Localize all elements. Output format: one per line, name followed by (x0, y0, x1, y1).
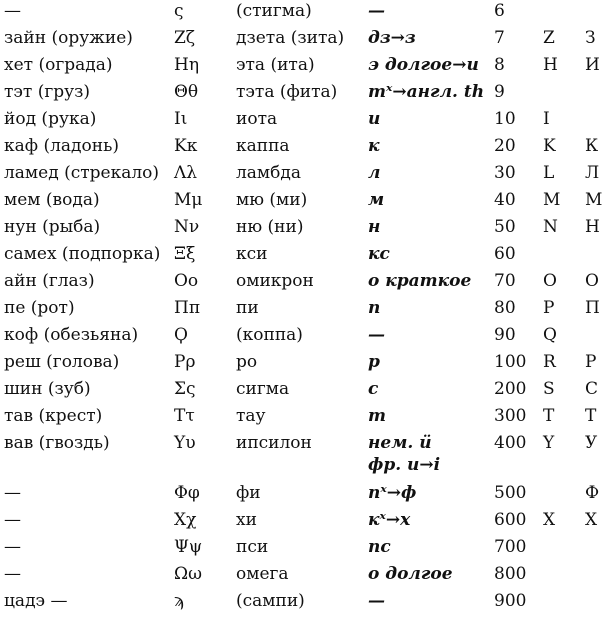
greek-letter-name: (сампи) (236, 591, 305, 611)
greek-letter-glyph: Οο (174, 271, 199, 291)
pronunciation (368, 405, 386, 427)
latin-letter: Z (543, 28, 555, 48)
pronunciation (368, 563, 453, 585)
pronunciation-line: к (368, 136, 380, 156)
greek-letter-glyph: Υυ (174, 433, 196, 453)
phoenician-letter-name: айн (глаз) (4, 271, 95, 291)
latin-letter: H (543, 55, 558, 75)
cyrillic-letter: З (585, 28, 596, 48)
greek-letter-glyph: Μμ (174, 190, 203, 210)
latin-letter: M (543, 190, 561, 210)
greek-letter-glyph: Λλ (174, 163, 198, 183)
numeric-value: 8 (494, 55, 505, 75)
greek-letter-name: омикрон (236, 271, 314, 291)
pronunciation (368, 216, 380, 238)
latin-letter: O (543, 271, 557, 291)
phoenician-letter-name: йод (рука) (4, 109, 97, 129)
pronunciation (368, 243, 390, 265)
greek-letter-name: каппа (236, 136, 290, 156)
latin-letter: I (543, 109, 550, 129)
table-row (0, 0, 602, 27)
pronunciation (368, 189, 384, 211)
pronunciation (368, 351, 380, 373)
phoenician-letter-name: цадэ — (4, 591, 68, 611)
greek-letter-glyph: Ψψ (174, 537, 203, 557)
cyrillic-letter: Т (585, 406, 597, 426)
greek-letter-name: пи (236, 298, 259, 318)
numeric-value: 800 (494, 564, 527, 584)
pronunciation (368, 27, 416, 49)
latin-letter: X (543, 510, 556, 530)
greek-letter-name: омега (236, 564, 289, 584)
phoenician-letter-name: — (4, 537, 21, 557)
greek-letter-glyph: Κκ (174, 136, 198, 156)
greek-letter-glyph: ϡ (174, 591, 184, 611)
phoenician-letter-name: — (4, 483, 21, 503)
pronunciation-line: п (368, 298, 381, 318)
greek-letter-glyph: Ιι (174, 109, 188, 129)
pronunciation-line: фр. и→i (368, 455, 441, 475)
pronunciation-line: пс (368, 537, 391, 557)
pronunciation (368, 536, 391, 558)
greek-letter-glyph: Ζζ (174, 28, 196, 48)
table-row (0, 324, 602, 351)
greek-letter-name: хи (236, 510, 257, 530)
latin-letter: Y (543, 433, 555, 453)
numeric-value: 700 (494, 537, 527, 557)
numeric-value: 20 (494, 136, 516, 156)
greek-letter-name: пси (236, 537, 269, 557)
pronunciation-line: о краткое (368, 271, 472, 291)
table-row (0, 536, 602, 563)
greek-letter-name: фи (236, 483, 261, 503)
pronunciation-line: — (368, 325, 385, 345)
table-row (0, 270, 602, 297)
greek-letter-name: тау (236, 406, 266, 426)
numeric-value: 9 (494, 82, 505, 102)
greek-letter-glyph: Ξξ (174, 244, 196, 264)
pronunciation (368, 270, 471, 292)
numeric-value: 300 (494, 406, 527, 426)
numeric-value: 100 (494, 352, 527, 372)
pronunciation (368, 108, 380, 130)
greek-letter-glyph: Σς (174, 379, 196, 399)
table-row (0, 243, 602, 270)
greek-letter-glyph: ς (174, 1, 184, 21)
pronunciation (368, 0, 385, 22)
greek-letter-glyph: Θθ (174, 82, 199, 102)
cyrillic-letter: Х (585, 510, 598, 530)
greek-letter-glyph: Ωω (174, 564, 202, 584)
pronunciation-line: — (368, 1, 385, 21)
greek-letter-name: ламбда (236, 163, 301, 183)
cyrillic-letter: Н (585, 217, 600, 237)
phoenician-letter-name: пе (рот) (4, 298, 75, 318)
table-row (0, 135, 602, 162)
numeric-value: 500 (494, 483, 527, 503)
table-row (0, 189, 602, 216)
cyrillic-letter: М (585, 190, 602, 210)
pronunciation-line: и (368, 109, 381, 129)
phoenician-letter-name: зайн (оружие) (4, 28, 133, 48)
phoenician-letter-name: шин (зуб) (4, 379, 91, 399)
latin-letter: S (543, 379, 555, 399)
pronunciation (368, 162, 380, 184)
phoenician-letter-name: хет (ограда) (4, 55, 113, 75)
latin-letter: N (543, 217, 558, 237)
numeric-value: 600 (494, 510, 527, 530)
table-row (0, 378, 602, 405)
table-row (0, 509, 602, 536)
greek-letter-glyph: Ϙ (174, 325, 188, 345)
table-row (0, 27, 602, 54)
phoenician-letter-name: реш (голова) (4, 352, 120, 372)
table-row (0, 482, 602, 509)
table-row (0, 351, 602, 378)
pronunciation-line: нем. ӥ (368, 433, 432, 453)
pronunciation-line: л (368, 163, 381, 183)
table-row (0, 162, 602, 189)
pronunciation-line: н (368, 217, 381, 237)
greek-letter-name: (стигма) (236, 1, 312, 21)
phoenician-letter-name: — (4, 1, 21, 21)
greek-letter-glyph: Ττ (174, 406, 195, 426)
numeric-value: 6 (494, 1, 505, 21)
phoenician-letter-name: коф (обезьяна) (4, 325, 139, 345)
table-row (0, 432, 602, 482)
pronunciation-line: дз→з (368, 28, 416, 48)
cyrillic-letter: И (585, 55, 600, 75)
cyrillic-letter: Л (585, 163, 600, 183)
pronunciation (368, 297, 380, 319)
greek-letter-name: ню (ни) (236, 217, 304, 237)
greek-letter-name: дзета (зита) (236, 28, 345, 48)
latin-letter: K (543, 136, 556, 156)
cyrillic-letter: У (585, 433, 598, 453)
pronunciation-line: т (368, 406, 386, 426)
numeric-value: 70 (494, 271, 516, 291)
pronunciation (368, 509, 410, 531)
pronunciation-line: — (368, 591, 385, 611)
greek-letter-name: ипсилон (236, 433, 312, 453)
latin-letter: P (543, 298, 555, 318)
phoenician-letter-name: нун (рыба) (4, 217, 101, 237)
cyrillic-letter: Р (585, 352, 597, 372)
greek-letter-glyph: Ρρ (174, 352, 196, 372)
numeric-value: 200 (494, 379, 527, 399)
pronunciation (368, 135, 380, 157)
table-row (0, 297, 602, 324)
table-row (0, 108, 602, 135)
pronunciation-line: кˣ→х (368, 510, 411, 530)
greek-letter-glyph: Χχ (174, 510, 197, 530)
greek-letter-name: ро (236, 352, 258, 372)
cyrillic-letter: О (585, 271, 599, 291)
numeric-value: 10 (494, 109, 516, 129)
greek-letter-name: тэта (фита) (236, 82, 338, 102)
pronunciation (368, 482, 416, 504)
numeric-value: 400 (494, 433, 527, 453)
cyrillic-letter: Ф (585, 483, 600, 503)
numeric-value: 30 (494, 163, 516, 183)
cyrillic-letter: П (585, 298, 600, 318)
pronunciation-line: м (368, 190, 385, 210)
pronunciation-line: кс (368, 244, 390, 264)
cyrillic-letter: С (585, 379, 599, 399)
numeric-value: 40 (494, 190, 516, 210)
table-row (0, 81, 602, 108)
table-row (0, 405, 602, 432)
phoenician-letter-name: тэт (груз) (4, 82, 91, 102)
phoenician-letter-name: тав (крест) (4, 406, 103, 426)
pronunciation (368, 324, 385, 346)
pronunciation-line: тˣ→англ. th (368, 82, 485, 102)
phoenician-letter-name: ламед (стрекало) (4, 163, 160, 183)
numeric-value: 900 (494, 591, 527, 611)
greek-letter-glyph: Νν (174, 217, 200, 237)
greek-letter-name: кси (236, 244, 268, 264)
phoenician-letter-name: — (4, 564, 21, 584)
latin-letter: L (543, 163, 555, 183)
greek-letter-glyph: Ηη (174, 55, 200, 75)
greek-letter-name: иота (236, 109, 278, 129)
numeric-value: 90 (494, 325, 516, 345)
pronunciation-line: р (368, 352, 380, 372)
table-row (0, 216, 602, 243)
table-row (0, 563, 602, 590)
pronunciation (368, 81, 484, 103)
latin-letter: Q (543, 325, 557, 345)
phoenician-letter-name: самех (подпорка) (4, 244, 161, 264)
greek-letter-glyph: Ππ (174, 298, 200, 318)
numeric-value: 60 (494, 244, 516, 264)
phoenician-letter-name: каф (ладонь) (4, 136, 119, 156)
greek-letter-name: сигма (236, 379, 290, 399)
greek-letter-name: мю (ми) (236, 190, 308, 210)
numeric-value: 80 (494, 298, 516, 318)
pronunciation-line: э долгое→и (368, 55, 479, 75)
table-row (0, 590, 602, 617)
pronunciation (368, 54, 479, 76)
greek-letter-glyph: Φφ (174, 483, 200, 503)
numeric-value: 7 (494, 28, 505, 48)
pronunciation-line: о долгое (368, 564, 453, 584)
pronunciation-line: с (368, 379, 379, 399)
phoenician-letter-name: мем (вода) (4, 190, 100, 210)
latin-letter: R (543, 352, 556, 372)
pronunciation-line: пˣ→ф (368, 483, 417, 503)
numeric-value: 50 (494, 217, 516, 237)
latin-letter: T (543, 406, 555, 426)
cyrillic-letter: К (585, 136, 599, 156)
pronunciation (368, 378, 378, 400)
greek-letter-name: (коппа) (236, 325, 303, 345)
table-row (0, 54, 602, 81)
greek-letter-name: эта (ита) (236, 55, 315, 75)
phoenician-letter-name: вав (гвоздь) (4, 433, 110, 453)
phoenician-letter-name: — (4, 510, 21, 530)
pronunciation (368, 432, 440, 476)
